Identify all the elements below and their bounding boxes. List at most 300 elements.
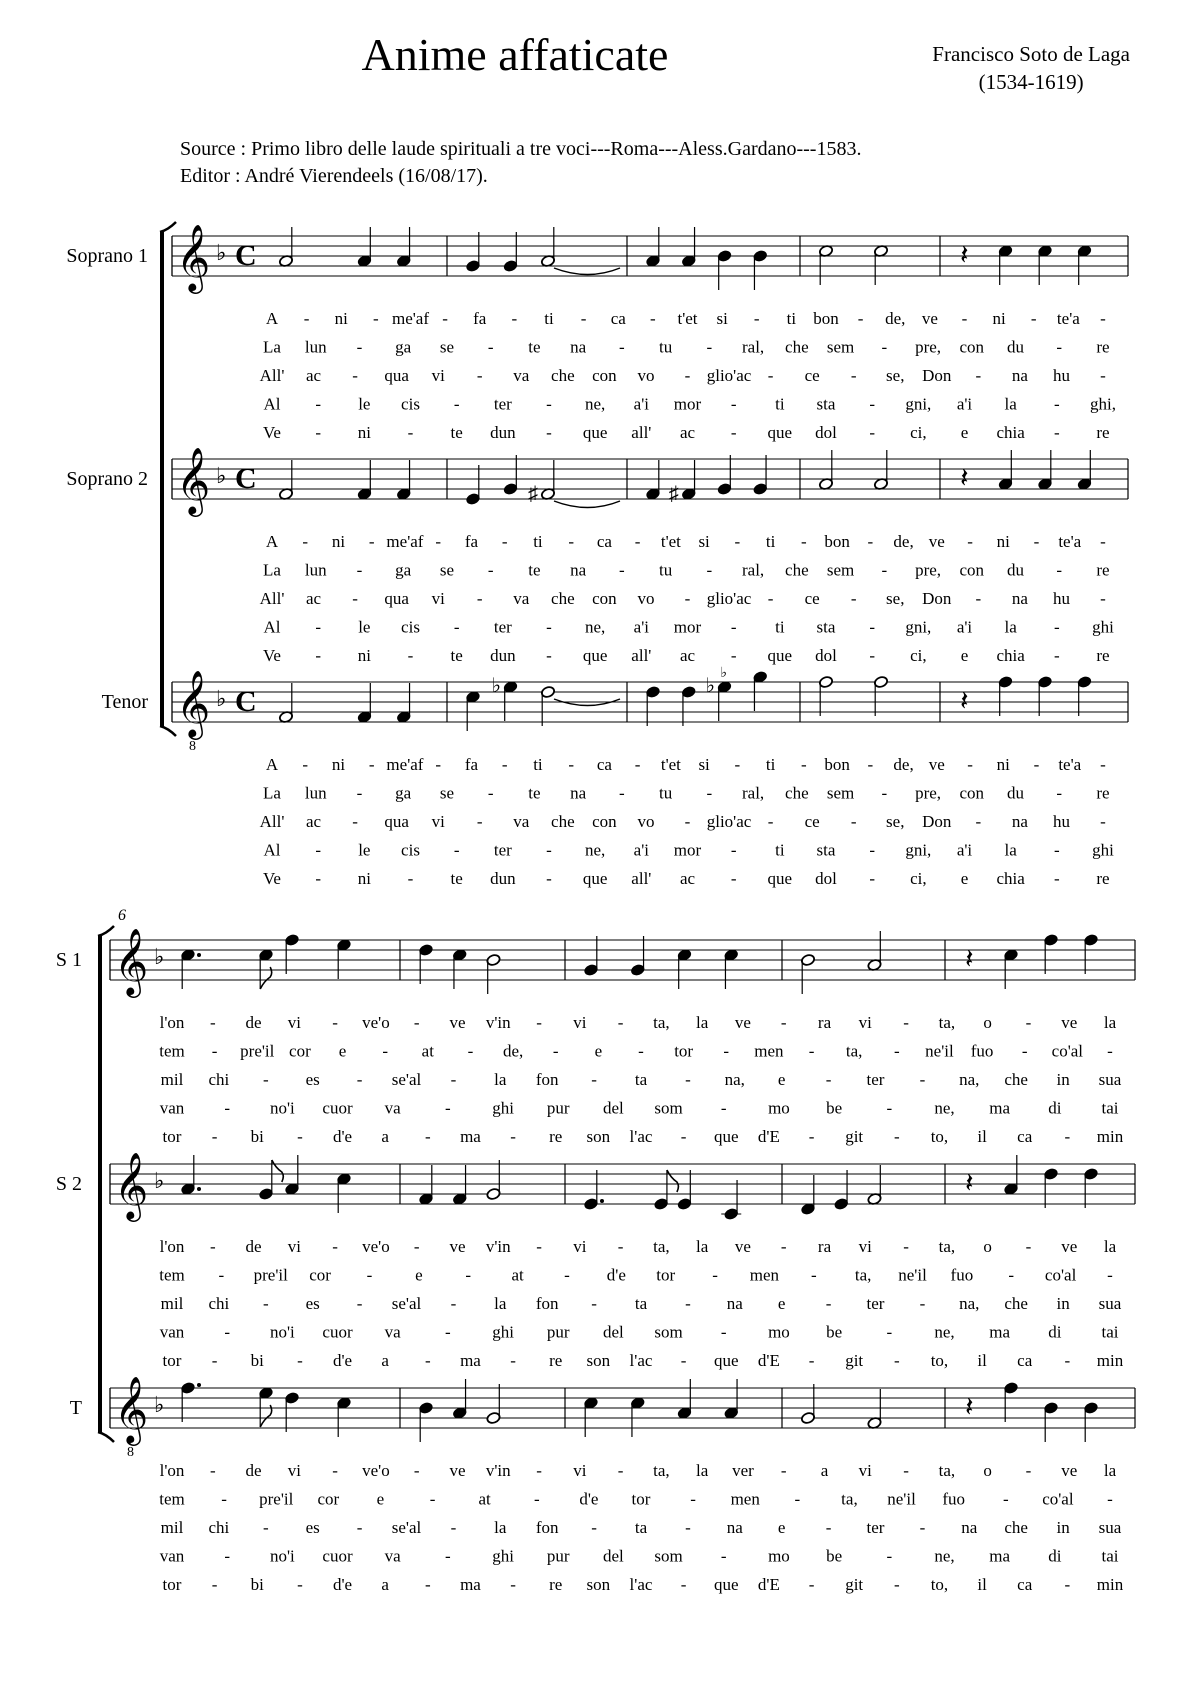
lyric-syllable: - [650,309,656,328]
lyric-syllable: na [1011,812,1028,831]
lyric-syllable: - [730,869,737,888]
lyric-syllable: - [734,755,741,774]
lyric-syllable: tai [1101,1098,1119,1118]
lyric-syllable: - [315,869,322,888]
lyric-syllable: ac [679,646,696,665]
common-time-icon: C [235,685,257,718]
lyric-syllable: ter [493,840,512,860]
lyric-syllable: cis [401,394,420,414]
lyric-syllable: - [808,1127,815,1146]
lyric-syllable: de, [893,532,914,551]
lyric-syllable: - [967,532,973,551]
lyric-syllable: re [549,1351,563,1370]
lyric-syllable: ter [866,1294,885,1313]
treble-clef-icon: 𝄞 [114,929,149,994]
lyric-syllable: ti [533,532,543,551]
lyric-syllable: - [467,1041,474,1061]
lyric-syllable: vi [287,1237,301,1256]
lyric-syllable: ma [460,1127,481,1146]
lyric-syllable: at [478,1489,491,1509]
lyric-syllable: mil [160,1070,184,1089]
lyric-syllable: - [903,1237,909,1256]
lyric-syllable: la [696,1461,709,1480]
lyric-syllable: - [706,783,713,803]
lyric-syllable: git [845,1351,864,1370]
lyric-syllable: - [453,617,460,637]
lyric-syllable: te'a [1058,755,1082,774]
lyric-syllable: Al [263,840,281,860]
lyric-syllable: na [1011,366,1028,385]
lyric-syllable: van [159,1322,185,1342]
lyric-syllable: - [808,1351,815,1370]
lyric-syllable: ne'il [925,1041,954,1061]
key-flat-icon: ♭ [216,686,227,711]
lyric-syllable: tem [159,1489,185,1509]
lyric-syllable: que [767,423,793,442]
lyric-syllable: mor [673,840,702,860]
lyric-syllable: que [582,869,608,888]
lyric-syllable: ta, [841,1489,858,1509]
lyric-syllable: a'i [633,840,650,860]
lyric-syllable: git [845,1575,864,1594]
lyric-syllable: - [825,1070,832,1089]
lyric-syllable: vo [637,589,655,608]
lyric-syllable: - [881,560,888,580]
lyric-syllable: e [777,1070,786,1089]
lyric-syllable: que [767,869,793,888]
lyric-syllable: - [1053,617,1060,637]
lyric-syllable: Ve [263,646,281,665]
lyric-syllable: a'i [956,617,973,637]
lyric-syllable: - [919,1070,926,1089]
lyric-syllable: con [592,366,617,385]
lyric-syllable: a'i [956,840,973,860]
lyric-syllable: - [224,1322,231,1342]
lyric-syllable: ni [331,532,346,551]
lyric-syllable: che [551,589,575,608]
lyric-syllable: - [680,1575,687,1594]
lyric-syllable: se [439,337,455,357]
lyric-syllable: at [511,1265,524,1285]
lyric-syllable: fon [535,1518,559,1537]
staff-label: Tenor [101,691,148,713]
lyric-syllable: - [638,1041,644,1061]
lyric-syllable: - [297,1575,303,1594]
lyric-syllable: d'e [332,1575,353,1594]
lyric-syllable: si [716,309,728,328]
lyric-syllable: - [450,1070,457,1089]
lyric-syllable: mo [768,1098,790,1118]
lyric-syllable: es [305,1518,320,1537]
lyric-syllable: fuo [942,1489,966,1509]
lyric-syllable: - [373,309,379,328]
lyric-syllable: - [825,1294,832,1313]
lyric-syllable: - [720,1098,727,1118]
lyric-syllable: - [546,394,552,414]
lyric-syllable: - [352,366,358,385]
lyric-syllable: pre'il [259,1489,294,1509]
lyric-syllable: na [961,1518,978,1537]
lyric-syllable: - [975,812,982,831]
lyric-syllable: de [245,1013,262,1032]
lyric-syllable: pre, [915,337,942,357]
lyric-syllable: - [881,783,888,803]
lyric-syllable: - [580,309,587,328]
lyric-syllable: ve [928,755,945,774]
lyric-syllable: - [730,617,737,637]
lyric-syllable: la [1103,1461,1117,1480]
lyric-syllable: vi [858,1461,872,1480]
lyric-syllable: - [356,1518,363,1537]
lyric-syllable: te'a [1058,532,1082,551]
lyric-syllable: - [332,1237,338,1256]
lyric-syllable: - [1030,309,1037,328]
lyric-syllable: - [1033,755,1040,774]
lyric-syllable: t'et [660,755,681,774]
lyric-syllable: - [850,589,857,608]
lyric-syllable: che [1004,1518,1028,1537]
lyric-syllable: a [381,1127,389,1146]
lyric-syllable: d'e [606,1265,626,1285]
lyric-syllable: ci, [910,646,927,665]
lyric-syllable: o [983,1013,992,1032]
lyric-syllable: se, [886,589,905,608]
lyric-syllable: ve'o [362,1461,390,1480]
lyric-syllable: l'ac [629,1127,653,1146]
lyric-syllable: ma [989,1322,1011,1342]
lyric-syllable: Ve [263,869,281,888]
lyric-syllable: - [424,1127,431,1146]
lyric-syllable: min [1096,1575,1124,1594]
lyric-syllable: - [720,1322,727,1342]
lyric-syllable: - [211,1041,218,1061]
lyric-syllable: - [767,589,774,608]
lyric-syllable: fuo [950,1265,974,1285]
lyric-syllable: cuor [322,1322,353,1342]
lyric-syllable: - [1056,783,1063,803]
lyric-syllable: All' [259,589,285,608]
system-1 [66,222,1128,888]
lyric-syllable: fa [473,309,487,328]
lyric-syllable: bon [813,309,839,328]
system-2 [56,907,1135,1594]
lyric-syllable: l'ac [629,1575,653,1594]
lyric-syllable: - [424,1575,431,1594]
lyric-syllable: e [777,1518,786,1537]
lyric-syllable: Al [263,617,281,637]
lyric-syllable: vi [573,1013,587,1032]
lyric-syllable: re [1096,560,1110,580]
bracket-top-hook [98,926,114,936]
lyric-syllable: - [487,337,494,357]
lyric-syllable: de [245,1461,262,1480]
lyric-syllable: - [413,1237,420,1256]
lyric-syllable: - [684,366,691,385]
lyric-syllable: - [1033,532,1040,551]
lyric-syllable: glio'ac [706,366,752,385]
lyric-syllable: - [825,1518,832,1537]
lyric-syllable: e [594,1041,603,1061]
lyric-syllable: glio'ac [706,589,752,608]
lyric-syllable: - [893,1351,900,1370]
lyric-syllable: Al [263,394,281,414]
lyric-syllable: que [582,423,608,442]
lyric-syllable: ve [1061,1461,1078,1480]
lyric-syllable: gni, [905,840,932,860]
lyric-syllable: mil [160,1294,184,1313]
lyric-syllable: - [780,1237,787,1256]
lyric-syllable: - [465,1265,472,1285]
lyric-syllable: - [536,1237,542,1256]
common-time-icon: C [235,462,257,495]
lyric-syllable: chi [208,1070,230,1089]
lyric-syllable: - [552,1041,559,1061]
lyric-syllable: l'on [159,1461,185,1480]
lyric-syllable: ghi [492,1098,514,1118]
lyric-syllable: - [356,560,363,580]
key-flat-icon: ♭ [216,240,227,265]
lyric-syllable: - [315,617,322,637]
lyric-syllable: - [961,309,968,328]
lyric-syllable: - [850,812,857,831]
lyric-syllable: - [1064,1575,1071,1594]
lyric-syllable: na [726,1294,743,1313]
lyric-syllable: fa [464,755,479,774]
lyric-syllable: tor [162,1351,182,1370]
lyric-syllable: es [305,1294,320,1313]
lyric-syllable: ne, [585,840,606,860]
lyric-syllable: - [975,589,982,608]
lyric-syllable: con [959,783,985,803]
lyric-syllable: ve [928,532,945,551]
lyric-syllable: vi [287,1461,301,1480]
lyric-syllable: co'al [1044,1265,1077,1285]
lyric-syllable: son [586,1127,611,1146]
lyric-syllable: - [810,1265,817,1285]
lyric-syllable: ghi [492,1546,514,1566]
lyric-syllable: d'e [579,1489,599,1509]
lyric-syllable: in [1056,1518,1070,1537]
lyric-syllable: - [886,1322,893,1342]
lyric-syllable: ca [1017,1575,1033,1594]
lyric-syllable: - [1056,560,1063,580]
lyric-syllable: - [780,1461,787,1480]
lyric-syllable: - [619,783,625,803]
lyric-syllable: - [634,755,641,774]
lyric-syllable: con [592,812,617,831]
lyric-syllable: - [413,1013,420,1032]
lyric-syllable: fon [535,1294,559,1313]
lyric-syllable: - [869,394,876,414]
lyric-syllable: - [720,1546,727,1566]
quarter-rest-icon: 𝄽 [965,1168,974,1199]
key-flat-icon: ♭ [216,463,227,488]
lyric-syllable: te [528,560,541,580]
lyric-syllable: - [1100,366,1106,385]
lyric-syllable: ghi, [1090,394,1116,414]
lyric-syllable: vi [573,1237,587,1256]
lyric-syllable: ne, [934,1546,955,1566]
lyric-syllable: ni [992,309,1006,328]
lyric-syllable: ne, [585,394,606,414]
lyric-syllable: na [570,783,587,803]
lyric-syllable: - [869,646,876,665]
lyric-syllable: me'af [386,755,424,774]
lyric-syllable: - [568,532,574,551]
lyric-syllable: di [1048,1546,1062,1566]
lyric-syllable: sta [816,394,836,414]
lyric-syllable: - [730,423,737,442]
lyric-syllable: - [1053,840,1060,860]
lyric-syllable: ga [395,560,412,580]
lyric-syllable: - [1107,1041,1113,1061]
lyric-syllable: La [263,337,281,357]
lyric-syllable: - [501,532,508,551]
lyric-syllable: e [960,423,969,442]
lyric-syllable: A [265,309,279,328]
lyric-syllable: vo [637,366,655,385]
lyric-syllable: a'i [956,394,973,414]
lyric-syllable: - [368,755,375,774]
lyric-syllable: vi [431,366,445,385]
lyric-syllable: va [513,812,530,831]
octave-8-marker: 8 [127,1445,134,1460]
lyric-syllable: - [224,1546,231,1566]
lyric-syllable: fuo [970,1041,994,1061]
lyric-syllable: - [546,617,552,637]
lyric-syllable: - [850,366,857,385]
lyric-syllable: ve [734,1237,751,1256]
lyric-syllable: - [1025,1237,1032,1256]
lyric-syllable: - [211,1575,218,1594]
lyric-syllable: ni [357,869,371,888]
lyric-syllable: - [881,337,888,357]
key-flat-icon: ♭ [154,1392,165,1417]
lyric-syllable: - [684,589,691,608]
lyric-syllable: vi [573,1461,587,1480]
quarter-rest-icon: 𝄽 [960,463,969,494]
lyric-syllable: - [568,755,574,774]
lyric-syllable: tu [659,560,673,580]
lyric-syllable: - [356,337,363,357]
lyric-syllable: que [713,1351,739,1370]
lyric-syllable: mor [673,394,702,414]
lyric-syllable: tor [656,1265,676,1285]
lyric-syllable: - [1100,532,1106,551]
lyric-syllable: - [685,1294,691,1313]
lyric-syllable: ni [357,646,371,665]
lyric-syllable: la [696,1013,709,1032]
lyric-syllable: pur [546,1098,570,1118]
lyric-syllable: va [513,589,530,608]
lyric-syllable: la [1004,617,1017,637]
lyric-syllable: cis [401,617,420,637]
lyric-syllable: ne'il [898,1265,927,1285]
lyric-syllable: a [381,1351,389,1370]
lyric-syllable: - [1021,1041,1028,1061]
lyric-syllable: cor [317,1489,340,1509]
lyric-syllable: All' [259,366,285,385]
lyric-syllable: - [435,532,442,551]
lyric-syllable: ni [334,309,348,328]
lyric-syllable: pre, [915,560,942,580]
lyric-syllable: - [685,1518,691,1537]
common-time-icon: C [235,239,257,272]
lyric-syllable: l'on [159,1237,185,1256]
lyric-syllable: - [315,423,322,442]
lyric-syllable: que [582,646,608,665]
lyric-syllable: lun [304,560,327,580]
lyric-syllable: All' [259,812,285,831]
lyric-syllable: re [1096,869,1110,888]
lyric-syllable: ti [786,309,797,328]
lyric-syllable: hu [1052,589,1070,608]
lyric-syllable: ne, [934,1098,955,1118]
lyric-syllable: - [706,560,713,580]
lyric-syllable: la [494,1294,507,1313]
lyric-syllable: ma [989,1098,1011,1118]
lyric-syllable: chia [996,869,1025,888]
lyric-syllable: del [603,1546,624,1566]
lyric-syllable: sta [816,617,836,637]
lyric-syllable: - [893,1575,900,1594]
lyric-syllable: - [1053,423,1060,442]
lyric-syllable: ve [449,1013,466,1032]
lyric-syllable: ne'il [887,1489,916,1509]
lyric-syllable: - [413,1461,420,1480]
treble-clef-icon: 𝄞 [114,1153,149,1218]
lyric-syllable: ta, [854,1265,872,1285]
lyric-syllable: - [723,1041,730,1061]
lyric-syllable: ac [306,366,322,385]
staff-tenor [102,666,1128,888]
lyric-syllable: no'i [269,1322,295,1342]
lyric-syllable: te [450,869,463,888]
lyric-syllable: d'E [757,1127,780,1146]
lyric-syllable: de [245,1237,262,1256]
lyric-syllable: - [476,366,483,385]
lyric-syllable: che [551,366,575,385]
lyric-syllable: - [808,1575,815,1594]
lyric-syllable: dun [490,646,516,665]
lyric-syllable: ve'o [362,1237,390,1256]
eighth-flag [272,1160,284,1182]
lyric-syllable: ra [817,1237,832,1256]
lyric-syllable: d'e [332,1127,353,1146]
lyric-syllable: - [501,755,508,774]
lyric-syllable: va [384,1098,401,1118]
lyric-syllable: re [1096,337,1110,357]
lyric-syllable: - [1053,869,1060,888]
lyric-syllable: - [536,1461,542,1480]
lyric-syllable: vi [431,589,445,608]
lyric-syllable: t'et [660,532,681,551]
dot [197,953,201,957]
lyric-syllable: glio'ac [706,812,752,831]
lyric-syllable: Ve [263,423,281,442]
lyric-syllable: - [476,812,483,831]
lyric-syllable: na [726,1518,743,1537]
lyric-syllable: ma [989,1546,1011,1566]
treble-clef-icon: 𝄞 [176,225,211,290]
lyric-syllable: - [262,1518,269,1537]
lyric-syllable: ta, [653,1461,670,1480]
editorial-flat-icon: ♭ [720,666,728,681]
lyric-syllable: - [1064,1127,1071,1146]
lyric-syllable: - [730,646,737,665]
lyric-syllable: - [211,1351,218,1370]
lyric-syllable: ghi [492,1322,514,1342]
